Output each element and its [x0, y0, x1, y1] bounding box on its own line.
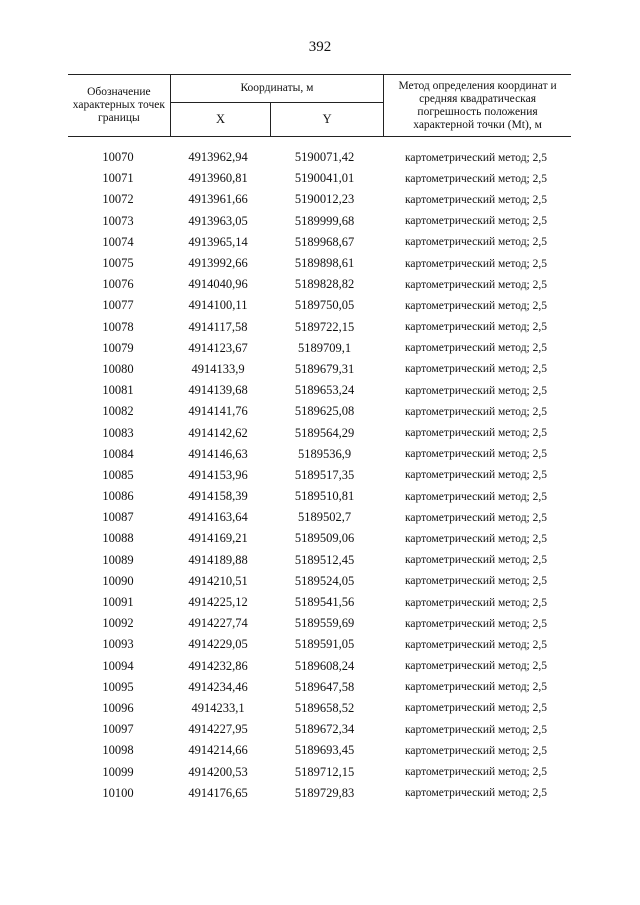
- point-id: 10082: [102, 404, 134, 419]
- method-cell: картометрический метод; 2,5: [405, 172, 547, 185]
- method-cell: картометрический метод; 2,5: [405, 554, 547, 567]
- coord-y: 5189541,56: [294, 595, 355, 610]
- coord-x: 4914141,76: [188, 404, 248, 419]
- point-id: 10088: [102, 531, 134, 546]
- table-row: [68, 677, 571, 698]
- point-id: 10100: [102, 785, 134, 800]
- coord-y: 5189672,34: [294, 722, 355, 737]
- header-x: X: [170, 103, 271, 137]
- coord-y: 5189898,61: [294, 256, 355, 271]
- table-row: [68, 656, 571, 677]
- point-id: 10084: [102, 446, 134, 461]
- method-cell: картометрический метод; 2,5: [405, 723, 547, 736]
- table-row: [68, 253, 571, 274]
- coord-x: 4913962,94: [188, 150, 248, 165]
- table-row: [68, 274, 571, 295]
- table-row: [68, 359, 571, 380]
- point-id: 10079: [102, 340, 134, 355]
- coord-x: 4914169,21: [188, 531, 248, 546]
- point-id: 10077: [102, 298, 134, 313]
- coord-x: 4914189,88: [188, 552, 248, 567]
- coord-x: 4914232,86: [188, 658, 248, 673]
- coord-x: 4914100,11: [188, 298, 248, 313]
- method-cell: картометрический метод; 2,5: [405, 236, 547, 249]
- coordinates-table: [68, 147, 571, 804]
- coord-y: 5189536,9: [297, 446, 352, 461]
- coord-y: 5189524,05: [294, 573, 355, 588]
- page-number: 392: [308, 39, 332, 55]
- table-row: [68, 401, 571, 422]
- method-cell: картометрический метод; 2,5: [405, 787, 547, 800]
- coord-y: 5189828,82: [294, 277, 355, 292]
- coord-x: 4913960,81: [188, 171, 248, 186]
- method-cell: картометрический метод; 2,5: [405, 299, 547, 312]
- coord-x: 4914117,58: [188, 319, 248, 334]
- method-cell: картометрический метод; 2,5: [405, 215, 547, 228]
- point-id: 10083: [102, 425, 134, 440]
- table-row: [68, 317, 571, 338]
- coord-y: 5189502,7: [297, 510, 352, 525]
- table-row: [68, 634, 571, 655]
- method-cell: картометрический метод; 2,5: [405, 638, 547, 651]
- table-row: [68, 613, 571, 634]
- point-id: 10072: [102, 192, 134, 207]
- table-row: [68, 189, 571, 210]
- coord-x: 4914214,66: [188, 743, 248, 758]
- point-id: 10094: [102, 658, 134, 673]
- point-id: 10095: [102, 679, 134, 694]
- coord-x: 4914040,96: [188, 277, 248, 292]
- table-header: [68, 74, 571, 137]
- coord-x: 4914200,53: [188, 764, 248, 779]
- coord-y: 5189559,69: [294, 616, 355, 631]
- coord-x: 4914234,46: [188, 679, 248, 694]
- method-cell: картометрический метод; 2,5: [405, 766, 547, 779]
- coord-y: 5189510,81: [294, 489, 355, 504]
- method-cell: картометрический метод; 2,5: [405, 321, 547, 334]
- method-cell: картометрический метод; 2,5: [405, 257, 547, 270]
- method-cell: картометрический метод; 2,5: [405, 469, 547, 482]
- coord-x: 4914153,96: [188, 467, 248, 482]
- method-cell: картометрический метод; 2,5: [405, 660, 547, 673]
- point-id: 10070: [102, 150, 134, 165]
- point-id: 10085: [102, 467, 134, 482]
- coord-y: 5189512,45: [294, 552, 355, 567]
- method-cell: картометрический метод; 2,5: [405, 405, 547, 418]
- table-row: [68, 338, 571, 359]
- method-cell: картометрический метод; 2,5: [405, 193, 547, 206]
- table-row: [68, 761, 571, 782]
- table-row: [68, 380, 571, 401]
- table-row: [68, 528, 571, 549]
- coord-x: 4913992,66: [188, 256, 248, 271]
- table-row: [68, 422, 571, 443]
- method-cell: картометрический метод; 2,5: [405, 427, 547, 440]
- point-id: 10093: [102, 637, 134, 652]
- coord-x: 4914225,12: [188, 595, 248, 610]
- point-id: 10073: [102, 213, 134, 228]
- coord-y: 5189625,08: [294, 404, 355, 419]
- point-id: 10090: [102, 573, 134, 588]
- coord-x: 4914139,68: [188, 383, 248, 398]
- header-coordinates: Координаты, м: [170, 75, 383, 103]
- coord-x: 4914133,9: [191, 361, 245, 376]
- table-row: [68, 783, 571, 804]
- coord-x: 4914142,62: [188, 425, 248, 440]
- table-row: [68, 486, 571, 507]
- header-y: Y: [271, 103, 384, 137]
- method-cell: картометрический метод; 2,5: [405, 342, 547, 355]
- coord-x: 4914163,64: [188, 510, 248, 525]
- coord-y: 5190012,23: [294, 192, 355, 207]
- table-row: [68, 465, 571, 486]
- table-row: [68, 444, 571, 465]
- coord-x: 4914146,63: [188, 446, 248, 461]
- coord-y: 5189564,29: [294, 425, 355, 440]
- coord-y: 5189709,1: [297, 340, 352, 355]
- table-row: [68, 740, 571, 761]
- coord-y: 5189653,24: [294, 383, 355, 398]
- header-designation: Обозначение характерных точек границы: [68, 75, 170, 137]
- point-id: 10092: [102, 616, 134, 631]
- coord-x: 4914176,65: [188, 785, 248, 800]
- point-id: 10099: [102, 764, 134, 779]
- coord-y: 5189729,83: [294, 785, 355, 800]
- table-row: [68, 211, 571, 232]
- header-method: Метод определения координат и средняя квадратическая погрешность положения характерной точки (Mt), м: [384, 75, 571, 137]
- method-cell: картометрический метод; 2,5: [405, 511, 547, 524]
- coord-x: 4914229,05: [188, 637, 248, 652]
- method-cell: картометрический метод; 2,5: [405, 702, 547, 715]
- point-id: 10098: [102, 743, 134, 758]
- table-row: [68, 168, 571, 189]
- table-row: [68, 507, 571, 528]
- coord-y: 5190071,42: [294, 150, 355, 165]
- coord-y: 5189608,24: [294, 658, 355, 673]
- coord-y: 5189658,52: [294, 700, 355, 715]
- coord-x: 4914123,67: [188, 340, 248, 355]
- point-id: 10076: [102, 277, 134, 292]
- method-cell: картометрический метод; 2,5: [405, 448, 547, 461]
- method-cell: картометрический метод; 2,5: [405, 490, 547, 503]
- method-cell: картометрический метод; 2,5: [405, 278, 547, 291]
- point-id: 10078: [102, 319, 134, 334]
- point-id: 10081: [102, 383, 134, 398]
- point-id: 10075: [102, 256, 134, 271]
- coord-y: 5189509,06: [294, 531, 355, 546]
- point-id: 10086: [102, 489, 134, 504]
- coord-x: 4914158,39: [188, 489, 248, 504]
- point-id: 10080: [102, 361, 134, 376]
- table-row: [68, 550, 571, 571]
- table-row: [68, 698, 571, 719]
- coord-x: 4913965,14: [188, 234, 248, 249]
- coord-x: 4914227,95: [188, 722, 248, 737]
- method-cell: картометрический метод; 2,5: [405, 575, 547, 588]
- coord-y: 5189693,45: [294, 743, 355, 758]
- table-row: [68, 147, 571, 168]
- table-row: [68, 571, 571, 592]
- table-row: [68, 592, 571, 613]
- coord-y: 5189679,31: [294, 361, 355, 376]
- method-cell: картометрический метод; 2,5: [405, 617, 547, 630]
- method-cell: картометрический метод; 2,5: [405, 363, 547, 376]
- method-cell: картометрический метод; 2,5: [405, 596, 547, 609]
- coord-x: 4913961,66: [188, 192, 248, 207]
- coord-x: 4914233,1: [191, 700, 245, 715]
- coord-y: 5189722,15: [294, 319, 355, 334]
- method-cell: картометрический метод; 2,5: [405, 681, 547, 694]
- coord-y: 5190041,01: [294, 171, 355, 186]
- coord-y: 5189517,35: [294, 467, 355, 482]
- point-id: 10096: [102, 700, 134, 715]
- coord-y: 5189591,05: [294, 637, 355, 652]
- point-id: 10089: [102, 552, 134, 567]
- coord-x: 4914210,51: [188, 573, 248, 588]
- point-id: 10091: [102, 595, 134, 610]
- method-cell: картометрический метод; 2,5: [405, 384, 547, 397]
- point-id: 10097: [102, 722, 134, 737]
- coord-y: 5189712,15: [294, 764, 355, 779]
- coord-y: 5189647,58: [294, 679, 355, 694]
- point-id: 10071: [102, 171, 134, 186]
- coordinates-table-body: [68, 147, 571, 804]
- coord-y: 5189999,68: [294, 213, 355, 228]
- table-row: [68, 232, 571, 253]
- point-id: 10074: [102, 234, 134, 249]
- coord-y: 5189750,05: [294, 298, 355, 313]
- table-row: [68, 295, 571, 316]
- coord-x: 4913963,05: [188, 213, 248, 228]
- method-cell: картометрический метод; 2,5: [405, 744, 547, 757]
- point-id: 10087: [102, 510, 134, 525]
- method-cell: картометрический метод; 2,5: [405, 532, 547, 545]
- coord-y: 5189968,67: [294, 234, 355, 249]
- coord-x: 4914227,74: [188, 616, 248, 631]
- method-cell: картометрический метод; 2,5: [405, 151, 547, 164]
- table-row: [68, 719, 571, 740]
